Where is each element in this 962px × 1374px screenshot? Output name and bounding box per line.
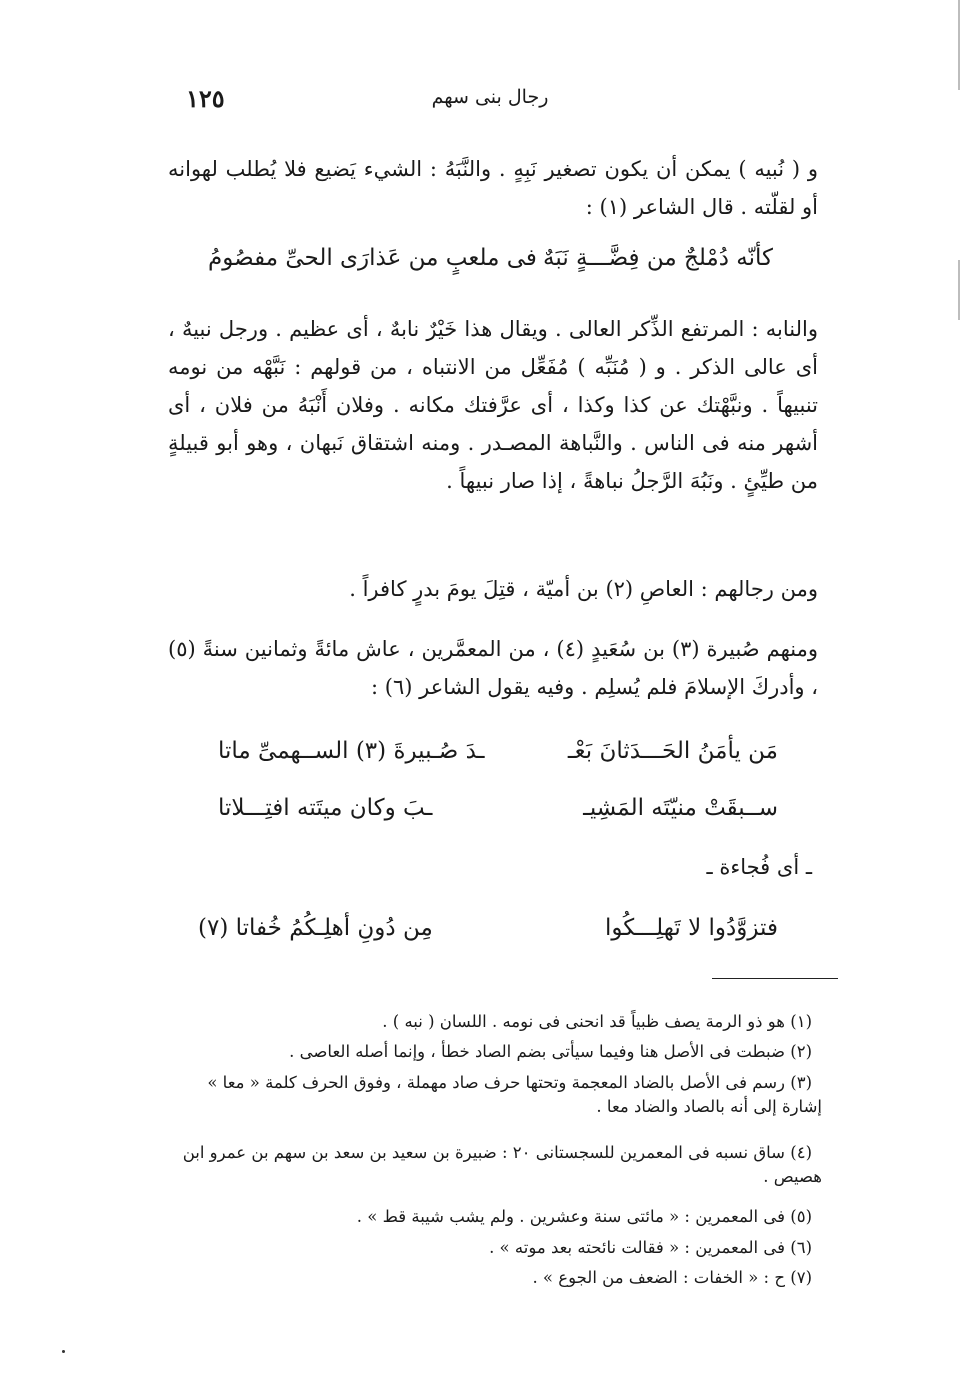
footnote-4: (٤) ساق نسبه فى المعمرين للسجستانى ٢٠ : ضبيرة بن سعيد بن سعد بن سهم بن عمرو ابن هصيص .	[182, 1143, 822, 1186]
page-edge-mark	[958, 0, 960, 90]
footnote-2: (٢) ضبطت فى الأصل هنا وفيما سيأتى بضم الصاد خطأ ، وإنما أصله العاصى .	[289, 1042, 812, 1061]
verse-hemistich-left: مِن دُونِ أهلِـكُمُ خُفاتا (٧)	[198, 915, 433, 941]
footnote-3: (٣) رسم فى الأصل بالضاد المعجمة وتحتها حرف صاد مهملة ، وفوق الحرف كلمة « معا » إشارة إلى أنه بالصاد والضاد معا .	[207, 1073, 822, 1116]
verse-hemistich-left: ـبَ وكان ميتَته افتِـــلاتا	[218, 795, 433, 821]
footnote-5: (٥) فى المعمرين : « مائتى سنة وعشرين . ولم يشب شيبة قط » .	[356, 1207, 812, 1226]
footnote-7: (٧) ح : « الخفات : الضعف من الجوع » .	[532, 1268, 812, 1287]
verse-line	[168, 915, 818, 955]
verse-hemistich-right: ســبقَتْ منيّتَه المَشِيـ	[583, 795, 778, 821]
paragraph-subayra: ومنهم صُبيرة (٣) بن سُعَيدٍ (٤) ، من المعمَّرين ، عاش مائةً وثمانين سنةً (٥) ، وأدركَ الإسلامَ فلم يُسلِم . وفيه يقول الشاعر (٦) :	[168, 637, 818, 699]
verse-hemistich-left: فى ملعبٍ من عَذارَى الحىِّ مفصُومُ	[208, 245, 537, 271]
verse-line	[168, 795, 818, 835]
verse-hemistich-right: مَن يأمَنُ الحَـــدَثانَ بَعْـ	[567, 738, 778, 764]
paragraph-as-ibn-umayya: ومن رجالهم : العاصِ (٢) بن أميّة ، قتِلَ يومَ بدرٍ كافراً .	[349, 577, 818, 601]
running-title: رجال بنى سهم	[431, 86, 549, 108]
verse-hemistich-right: كأنّه دُمْلجٌ من فِضَّـــةٍ نَبَهٌ	[543, 245, 773, 271]
page-edge-mark	[958, 260, 960, 320]
verse-gloss: ـ أى فُجاءة ـ	[706, 855, 812, 879]
page-speck	[62, 1350, 65, 1353]
verse-hemistich-right: فتزوَّدُوا لا تَهلِـــكُوا	[604, 915, 778, 941]
footnote-1: (١) هو ذو الرمة يصف ظبياً قد انحنى فى نومه . اللسان ( نبه ) .	[382, 1012, 812, 1031]
page-number: ١٢٥	[186, 84, 225, 113]
verse-line	[168, 245, 818, 285]
footnote-separator	[712, 978, 838, 979]
verse-hemistich-left: ـدَ صُـبيرةَ (٣) الســهمىِّ ماتا	[218, 738, 485, 764]
paragraph-nabih: والنابه : المرتفع الذِّكر العالى . ويقال هذا خَيْرٌ نابهٌ ، أى عظيم . ورجل نبيهٌ ، أى عالى الذكر . و ( مُنَبِّه ) مُفَعِّل من الانتباه ، من قولهم : نَبَّهْه من نومه تنبيهاً . ونبَّهْتك عن كذا وكذا ، أى عرَّفتك مكانه . وفلان أَنْبَهُ من فلان ، أى أشهر منه فى الناس . والنَّباهة المصـدر . ومنه اشتقاق نَبهان ، وهو أبو قبيلةٍ من طيِّئٍ . ونَبُهَ الرَّجلُ نباهةً ، إذا صار نبيهاً .	[168, 317, 818, 493]
paragraph-nubayh: و ( نُبيه ) يمكن أن يكون تصغير نَبِهٍ . والنَّبَهُ : الشيء يَضيع فلا يُطلب لهوانه أو لقلّته . قال الشاعر (١) :	[168, 157, 818, 219]
footnote-6: (٦) فى المعمرين : « فقالت نائحته بعد موته » .	[489, 1238, 812, 1257]
verse-line	[168, 738, 818, 778]
